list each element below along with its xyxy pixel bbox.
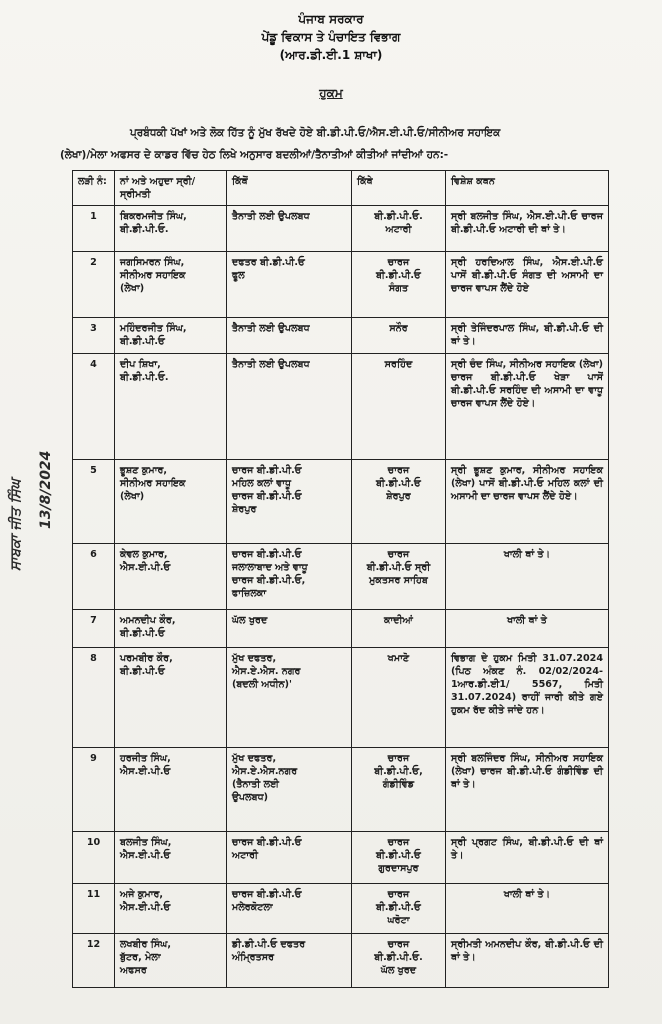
row-remarks: [446, 460, 609, 544]
row-name: [115, 354, 227, 460]
column-header-from: ਕਿੱਥੋਂ: [227, 171, 352, 206]
row-name-text: ਪਰਮਬੀਰ ਕੌਰ, ਬੀ.ਡੀ.ਪੀ.ਓ: [120, 653, 173, 677]
row-from: [227, 884, 352, 934]
row-name-text: ਕੇਵਲ ਕੁਮਾਰ, ਐਸ.ਈ.ਪੀ.ਓ: [120, 549, 171, 573]
row-from: [227, 460, 352, 544]
row-serial: [73, 460, 115, 544]
row-to-text: ਚਾਰਜ ਬੀ.ਡੀ.ਪੀ.ਓ ਸ਼ੇਰਪੁਰ: [376, 465, 421, 502]
row-remarks-text: ਖਾਲੀ ਥਾਂ ਤੇ।: [503, 549, 551, 560]
row-name: [115, 832, 227, 884]
margin-note-date: 13/8/2024: [38, 450, 54, 530]
row-name: [115, 648, 227, 748]
row-to: [352, 460, 446, 544]
row-from-text: ਤੈਨਾਤੀ ਲਈ ਉਪਲਬਧ: [232, 323, 310, 334]
row-to-text: ਚਾਰਜ ਬੀ.ਡੀ.ਪੀ.ਓ, ਗੰਡੀਵਿੰਡ: [374, 753, 423, 790]
row-remarks: [446, 934, 609, 988]
row-from-text: ਦਫਤਰ ਬੀ.ਡੀ.ਪੀ.ਓ ਫੂਲ: [232, 257, 305, 281]
row-name: [115, 748, 227, 832]
table-header-row: [73, 171, 609, 206]
table-row: [73, 354, 609, 460]
row-from-text: ਮੁੱਖ ਦਫਤਰ, ਐਸ.ਏ.ਐਸ.ਨਗਰ (ਤੈਨਾਤੀ ਲਈ ਉਪਲਬਧ): [232, 753, 298, 803]
row-remarks: [446, 354, 609, 460]
row-to: [352, 832, 446, 884]
row-name: [115, 884, 227, 934]
row-from: [227, 206, 352, 252]
row-to-text: ਕਾਦੀਆਂ: [384, 615, 413, 626]
row-serial: [73, 354, 115, 460]
row-remarks: [446, 748, 609, 832]
margin-note-name: ਸਾਬਕਾ ਜੀਤ ਸਿੰਘ: [8, 479, 24, 571]
row-name: [115, 318, 227, 354]
row-serial: [73, 544, 115, 610]
row-name-text: ਬਲਜੀਤ ਸਿੰਘ, ਐਸ.ਈ.ਪੀ.ਓ: [120, 837, 172, 861]
row-to-text: ਚਾਰਜ ਬੀ.ਡੀ.ਪੀ.ਓ. ਘੱਲ ਖੁਰਦ: [374, 939, 423, 976]
row-serial-text: 12: [86, 939, 101, 950]
row-remarks: [446, 318, 609, 354]
row-from: [227, 832, 352, 884]
row-remarks-text: ਸ੍ਰੀ ਹਰਦਿਆਲ ਸਿੰਘ, ਐਸ.ਈ.ਪੀ.ਓ ਪਾਸੋਂ ਬੀ.ਡੀ.ਪੀ.ਓ ਸੰਗਤ ਦੀ ਅਸਾਮੀ ਦਾ ਚਾਰਜ ਵਾਪਸ ਲੈਂਦੇ ਹੋਏ: [451, 257, 603, 294]
table-row: [73, 934, 609, 988]
row-to: [352, 318, 446, 354]
row-to: [352, 648, 446, 748]
row-from-text: ਚਾਰਜ ਬੀ.ਡੀ.ਪੀ.ਓ ਜਲਾਲਾਬਾਦ ਅਤੇ ਵਾਧੂ ਚਾਰਜ ਬੀ.ਡੀ.ਪੀ.ਓ, ਫਾਜ਼ਿਲਕਾ: [232, 549, 308, 599]
row-remarks-text: ਖਾਲੀ ਥਾਂ ਤੇ।: [503, 889, 551, 900]
row-remarks: [446, 648, 609, 748]
row-to-text: ਚਾਰਜ ਬੀ.ਡੀ.ਪੀ.ਓ ਘਰੋਟਾ: [376, 889, 421, 926]
row-from-text: ਮੁੱਖ ਦਫਤਰ, ਐਸ.ਏ.ਐਸ. ਨਗਰ (ਬਦਲੀ ਅਧੀਨ)': [232, 653, 301, 690]
row-to: [352, 748, 446, 832]
row-from: [227, 354, 352, 460]
row-remarks-text: ਸ੍ਰੀ ਤੇਜਿੰਦਰਪਾਲ ਸਿੰਘ, ਬੀ.ਡੀ.ਪੀ.ਓ ਦੀ ਥਾਂ ਤੇ।: [451, 323, 603, 347]
row-from: [227, 610, 352, 648]
row-remarks-text: ਸ੍ਰੀ ਬਲਜੀਤ ਸਿੰਘ, ਐਸ.ਈ.ਪੀ.ਓ ਚਾਰਜ ਬੀ.ਡੀ.ਪੀ.ਓ ਅਟਾਰੀ ਦੀ ਥਾਂ ਤੇ।: [451, 211, 603, 235]
row-to-text: ਖਮਾਣੋ: [387, 653, 410, 664]
column-header-remarks: ਵਿਸ਼ੇਸ਼ ਕਥਨ: [446, 171, 609, 206]
row-serial-text: 1: [90, 211, 97, 222]
row-remarks: [446, 252, 609, 318]
row-remarks: [446, 610, 609, 648]
row-serial-text: 6: [90, 549, 97, 560]
row-from: [227, 934, 352, 988]
table-row: [73, 206, 609, 252]
row-from: [227, 318, 352, 354]
row-to-text: ਚਾਰਜ ਬੀ.ਡੀ.ਪੀ.ਓ ਗੁਰਦਾਸਪੁਰ: [376, 837, 421, 874]
row-name: [115, 544, 227, 610]
row-name: [115, 934, 227, 988]
row-serial: [73, 832, 115, 884]
intro-line-2: (ਲੇਖਾ)/ਮੇਲਾ ਅਫਸਰ ਦੇ ਕਾਡਰ ਵਿੱਚ ਹੇਠ ਲਿਖੇ ਅਨੁਸਾਰ ਬਦਲੀਆਂ/ਤੈਨਾਤੀਆਂ ਕੀਤੀਆਂ ਜਾਂਦੀਆਂ ਹਨ:-: [60, 149, 449, 161]
department-name: ਪੇਂਡੂ ਵਿਕਾਸ ਤੇ ਪੰਚਾਇਤ ਵਿਭਾਗ: [261, 30, 401, 44]
row-serial: [73, 252, 115, 318]
row-serial-text: 5: [90, 465, 97, 476]
row-serial-text: 7: [90, 615, 97, 626]
branch-name: (ਆਰ.ਡੀ.ਈ.1 ਸ਼ਾਖਾ): [279, 48, 383, 62]
row-from-text: ਡੀ.ਡੀ.ਪੀ.ਓ ਦਫਤਰ ਅੰਮ੍ਰਿਤਸਰ: [232, 939, 306, 963]
row-to: [352, 884, 446, 934]
row-remarks-text: ਸ੍ਰੀ ਚੰਦ ਸਿੰਘ, ਸੀਨੀਅਰ ਸਹਾਇਕ (ਲੇਖਾ) ਚਾਰਜ ਬੀ.ਡੀ.ਪੀ.ਓ ਖੇੜਾ ਪਾਸੋਂ ਬੀ.ਡੀ.ਪੀ.ਓ ਸਰਹਿੰਦ ਦੀ ਅਸਾਮੀ ਦਾ ਵਾਧੂ ਚਾਰਜ ਵਾਪਸ ਲੈਂਦੇ ਹੋਏ।: [451, 359, 603, 409]
govt-name: ਪੰਜਾਬ ਸਰਕਾਰ: [298, 12, 364, 26]
row-name: [115, 252, 227, 318]
row-name-text: ਲਖਬੀਰ ਸਿੰਘ, ਬੁੱਟਰ, ਮੇਲਾ ਅਫਸਰ: [120, 939, 171, 976]
order-title: ਹੁਕਮ: [319, 86, 343, 100]
row-remarks-text: ਵਿਭਾਗ ਦੇ ਹੁਕਮ ਮਿਤੀ 31.07.2024 (ਪਿਠ ਅੰਕਣ ਨੰ. 02/02/2024-1ਆਰ.ਡੀ.ਈ1/ 5567, ਮਿਤੀ 31.07.2024) ਰਾਹੀਂ ਜਾਰੀ ਕੀਤੇ ਗਏ ਹੁਕਮ ਰੱਦ ਕੀਤੇ ਜਾਂਦੇ ਹਨ।: [451, 653, 603, 716]
row-name-text: ਅਮਨਦੀਪ ਕੌਰ, ਬੀ.ਡੀ.ਪੀ.ਓ: [120, 615, 176, 639]
row-serial-text: 10: [86, 837, 101, 848]
row-remarks-text: ਸ੍ਰੀ ਭੂਸ਼ਣ ਕੁਮਾਰ, ਸੀਨੀਅਰ ਸਹਾਇਕ (ਲੇਖਾ) ਪਾਸੋਂ ਬੀ.ਡੀ.ਪੀ.ਓ ਮਹਿਲ ਕਲਾਂ ਦੀ ਅਸਾਮੀ ਦਾ ਚਾਰਜ ਵਾਪਸ ਲੈਂਦੇ ਹੋਏ।: [451, 465, 603, 502]
row-serial: [73, 748, 115, 832]
row-remarks: [446, 544, 609, 610]
row-remarks-text: ਸ੍ਰੀਮਤੀ ਅਮਨਦੀਪ ਕੌਰ, ਬੀ.ਡੀ.ਪੀ.ਓ ਦੀ ਥਾਂ ਤੇ।: [451, 939, 603, 963]
table-row: [73, 252, 609, 318]
row-from: [227, 252, 352, 318]
transfer-table: [72, 170, 609, 988]
row-remarks-text: ਸ੍ਰੀ ਬਲਜਿੰਦਰ ਸਿੰਘ, ਸੀਨੀਅਰ ਸਹਾਇਕ (ਲੇਖਾ) ਚਾਰਜ ਬੀ.ਡੀ.ਪੀ.ਓ ਗੰਡੀਵਿੰਡ ਦੀ ਥਾਂ ਤੇ।: [451, 753, 603, 790]
row-to-text: ਬੀ.ਡੀ.ਪੀ.ਓ. ਅਟਾਰੀ: [374, 211, 423, 235]
row-to: [352, 252, 446, 318]
row-to: [352, 206, 446, 252]
table-row: [73, 832, 609, 884]
table-row: [73, 648, 609, 748]
row-to: [352, 934, 446, 988]
row-from-text: ਚਾਰਜ ਬੀ.ਡੀ.ਪੀ.ਓ ਮਹਿਲ ਕਲਾਂ ਵਾਧੂ ਚਾਰਜ ਬੀ.ਡੀ.ਪੀ.ਓ ਸ਼ੇਰਪੁਰ: [232, 465, 302, 515]
row-name-text: ਦੀਪ ਸ਼ਿਖਾ, ਬੀ.ਡੀ.ਪੀ.ਓ.: [120, 359, 169, 383]
row-name-text: ਹਰਜੀਤ ਸਿੰਘ, ਐਸ.ਈ.ਪੀ.ਓ: [120, 753, 171, 777]
table-row: [73, 884, 609, 934]
table-row: [73, 610, 609, 648]
row-serial: [73, 884, 115, 934]
row-from-text: ਤੈਨਾਤੀ ਲਈ ਉਪਲਬਧ: [232, 211, 310, 222]
row-serial: [73, 610, 115, 648]
handwritten-margin-note: [6, 430, 70, 620]
column-header-to: ਕਿੱਥੇ: [352, 171, 446, 206]
table-row: [73, 748, 609, 832]
row-name-text: ਅਜੇ ਕੁਮਾਰ, ਐਸ.ਈ.ਪੀ.ਓ: [120, 889, 171, 913]
row-name-text: ਜਗਸਿਮਰਨ ਸਿੰਘ, ਸੀਨੀਅਰ ਸਹਾਇਕ (ਲੇਖਾ): [120, 257, 186, 294]
row-to: [352, 354, 446, 460]
intro-line-1: ਪ੍ਰਬੰਧਕੀ ਪੱਖਾਂ ਅਤੇ ਲੋਕ ਹਿੱਤ ਨੂੰ ਮੁੱਖ ਰੱਖਦੇ ਹੋਏ ਬੀ.ਡੀ.ਪੀ.ਓ/ਐਸ.ਈ.ਪੀ.ਓ/ਸੀਨੀਅਰ ਸਹਾਇਕ: [130, 127, 501, 139]
row-remarks-text: ਖਾਲੀ ਥਾਂ ਤੇ: [507, 615, 547, 626]
row-serial-text: 2: [90, 257, 97, 268]
row-to-text: ਚਾਰਜ ਬੀ.ਡੀ.ਪੀ.ਓ ਸ੍ਰੀ ਮੁਕਤਸਰ ਸਾਹਿਬ: [366, 549, 431, 586]
row-to-text: ਸਰਹਿੰਦ: [384, 359, 413, 370]
row-name: [115, 460, 227, 544]
row-serial-text: 9: [90, 753, 97, 764]
row-name-text: ਬਿਕਰਮਜੀਤ ਸਿੰਘ, ਬੀ.ਡੀ.ਪੀ.ਓ.: [120, 211, 187, 235]
row-remarks: [446, 206, 609, 252]
row-serial: [73, 318, 115, 354]
row-serial-text: 3: [90, 323, 97, 334]
row-serial: [73, 648, 115, 748]
row-from-text: ਤੈਨਾਤੀ ਲਈ ਉਪਲਬਧ: [232, 359, 310, 370]
row-serial-text: 8: [90, 653, 97, 664]
row-serial-text: 4: [90, 359, 97, 370]
row-from-text: ਘੱਲ ਖੁਰਦ: [232, 615, 268, 626]
row-remarks: [446, 884, 609, 934]
row-serial-text: 11: [86, 889, 101, 900]
table-row: [73, 460, 609, 544]
row-name-text: ਭੂਸ਼ਣ ਕੁਮਾਰ, ਸੀਨੀਅਰ ਸਹਾਇਕ (ਲੇਖਾ): [120, 465, 186, 502]
table-row: [73, 544, 609, 610]
row-from-text: ਚਾਰਜ ਬੀ.ਡੀ.ਪੀ.ਓ ਮਲੇਰਕੋਟਲਾ: [232, 889, 302, 913]
row-from: [227, 544, 352, 610]
row-serial: [73, 934, 115, 988]
row-from-text: ਚਾਰਜ ਬੀ.ਡੀ.ਪੀ.ਓ ਅਟਾਰੀ: [232, 837, 302, 861]
row-to: [352, 544, 446, 610]
column-header-serial: ਲੜੀ ਨੰ:: [73, 171, 115, 206]
row-name: [115, 206, 227, 252]
table-row: [73, 318, 609, 354]
row-serial: [73, 206, 115, 252]
row-from: [227, 748, 352, 832]
column-header-name: ਨਾਂ ਅਤੇ ਅਹੁਦਾ ਸ੍ਰੀ/ਸ੍ਰੀਮਤੀ: [115, 171, 227, 206]
row-remarks-text: ਸ੍ਰੀ ਪ੍ਰਗਟ ਸਿੰਘ, ਬੀ.ਡੀ.ਪੀ.ਓ ਦੀ ਥਾਂ ਤੇ।: [451, 837, 603, 861]
row-from: [227, 648, 352, 748]
row-to-text: ਚਾਰਜ ਬੀ.ਡੀ.ਪੀ.ਓ ਸੰਗਤ: [376, 257, 421, 294]
row-name-text: ਮਹਿੰਦਰਜੀਤ ਸਿੰਘ, ਬੀ.ਡੀ.ਪੀ.ਓ: [120, 323, 187, 347]
row-to-text: ਸਨੌਰ: [389, 323, 408, 334]
row-name: [115, 610, 227, 648]
row-remarks: [446, 832, 609, 884]
row-to: [352, 610, 446, 648]
